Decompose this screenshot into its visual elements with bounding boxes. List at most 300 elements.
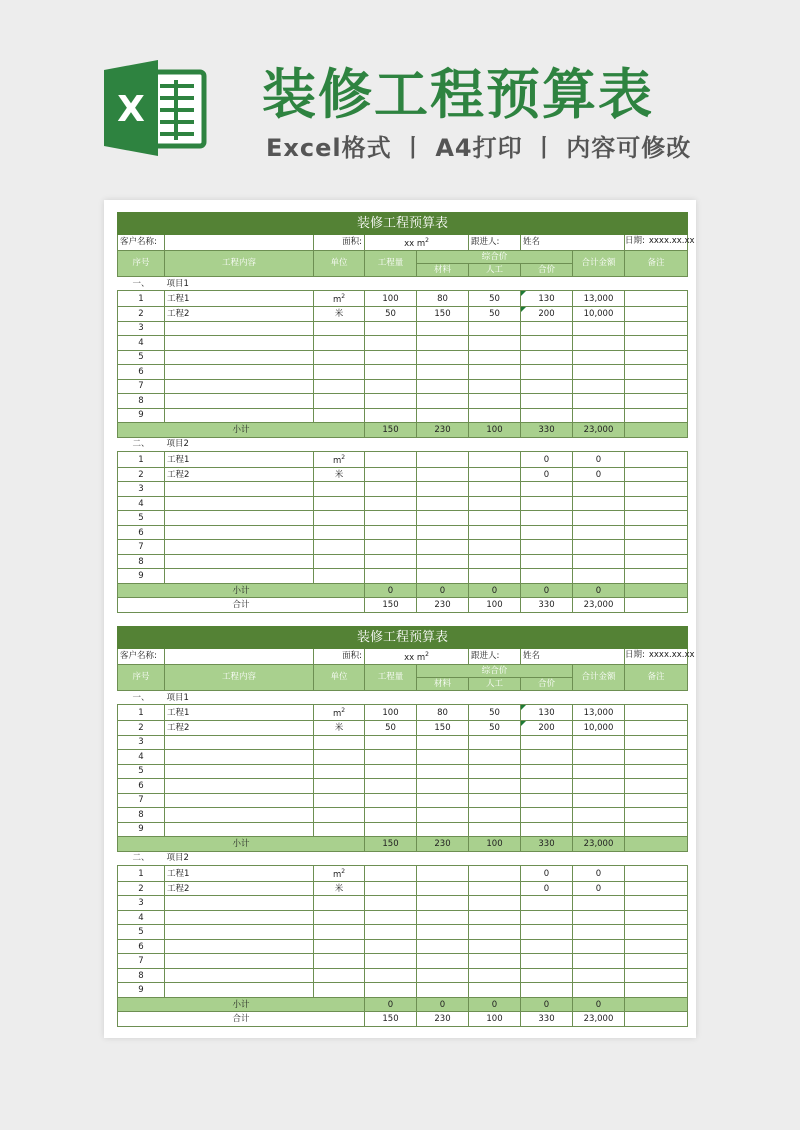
row-material[interactable] (417, 968, 469, 983)
row-material[interactable] (417, 365, 469, 380)
row-qty[interactable] (365, 350, 417, 365)
row-seq: 6 (118, 365, 165, 380)
follow-value[interactable]: 姓名 (521, 235, 625, 251)
row-qty[interactable] (365, 525, 417, 540)
row-material[interactable] (417, 750, 469, 765)
row-note[interactable] (625, 482, 688, 497)
row-labor[interactable] (469, 350, 521, 365)
row-qty[interactable] (365, 735, 417, 750)
row-note[interactable] (625, 721, 688, 736)
row-unit[interactable] (314, 540, 365, 555)
row-total (573, 496, 625, 511)
subtotal-qty: 0 (365, 997, 417, 1012)
row-material[interactable] (417, 321, 469, 336)
row-labor[interactable] (469, 925, 521, 940)
row-seq: 1 (118, 452, 165, 468)
row-content[interactable]: 工程2 (165, 307, 314, 322)
row-note[interactable] (625, 705, 688, 721)
row-unit[interactable]: 米 (314, 467, 365, 482)
subtotal-note (625, 423, 688, 438)
row-qty[interactable] (365, 866, 417, 882)
row-unit[interactable] (314, 511, 365, 526)
table-row (118, 452, 688, 468)
row-content[interactable] (165, 350, 314, 365)
row-material[interactable] (417, 808, 469, 823)
row-unit[interactable]: 米 (314, 881, 365, 896)
row-content[interactable] (165, 496, 314, 511)
row-material[interactable] (417, 482, 469, 497)
table-row (118, 511, 688, 526)
row-content[interactable]: 工程1 (165, 705, 314, 721)
row-qty[interactable]: 100 (365, 705, 417, 721)
area-value[interactable]: xx $m^2$ (365, 649, 469, 665)
row-qty[interactable] (365, 822, 417, 837)
row-content[interactable] (165, 910, 314, 925)
row-unit[interactable] (314, 983, 365, 998)
row-material[interactable]: 150 (417, 721, 469, 736)
row-labor[interactable] (469, 954, 521, 969)
row-note[interactable] (625, 764, 688, 779)
table-row (118, 540, 688, 555)
row-content[interactable] (165, 968, 314, 983)
row-unit[interactable] (314, 554, 365, 569)
row-labor[interactable] (469, 511, 521, 526)
row-note[interactable] (625, 408, 688, 423)
row-total: 0 (573, 866, 625, 882)
row-content[interactable] (165, 511, 314, 526)
row-qty[interactable] (365, 808, 417, 823)
row-material[interactable] (417, 496, 469, 511)
row-price (521, 336, 573, 351)
row-unit[interactable] (314, 321, 365, 336)
row-price (521, 793, 573, 808)
row-material[interactable] (417, 408, 469, 423)
table-row (118, 910, 688, 925)
row-labor[interactable] (469, 496, 521, 511)
table-row (118, 408, 688, 423)
row-unit[interactable] (314, 925, 365, 940)
row-qty[interactable] (365, 467, 417, 482)
subtotal-material: 0 (417, 583, 469, 598)
row-price (521, 910, 573, 925)
row-material[interactable] (417, 910, 469, 925)
row-note[interactable] (625, 379, 688, 394)
row-content[interactable] (165, 540, 314, 555)
row-material[interactable] (417, 925, 469, 940)
row-note[interactable] (625, 467, 688, 482)
row-note[interactable] (625, 350, 688, 365)
row-material[interactable] (417, 735, 469, 750)
row-note[interactable] (625, 554, 688, 569)
row-content[interactable] (165, 408, 314, 423)
row-total: 10,000 (573, 721, 625, 736)
row-content[interactable] (165, 336, 314, 351)
row-note[interactable] (625, 307, 688, 322)
row-note[interactable] (625, 452, 688, 468)
row-price: 0 (521, 467, 573, 482)
date-cell (625, 649, 695, 665)
row-qty[interactable] (365, 554, 417, 569)
row-note[interactable] (625, 569, 688, 584)
row-qty[interactable]: 50 (365, 721, 417, 736)
row-unit[interactable] (314, 822, 365, 837)
row-unit[interactable]: $m^2$ (314, 452, 365, 468)
grand-total-qty: 150 (365, 1012, 417, 1027)
row-labor[interactable] (469, 554, 521, 569)
col-note-header: 备注 (625, 664, 688, 690)
row-qty[interactable] (365, 336, 417, 351)
customer-value[interactable] (165, 235, 314, 251)
row-content[interactable]: 工程1 (165, 452, 314, 468)
row-content[interactable] (165, 569, 314, 584)
row-content[interactable] (165, 896, 314, 911)
row-qty[interactable] (365, 750, 417, 765)
row-labor[interactable] (469, 569, 521, 584)
row-material[interactable] (417, 939, 469, 954)
row-seq: 2 (118, 467, 165, 482)
row-unit[interactable] (314, 569, 365, 584)
row-labor[interactable] (469, 896, 521, 911)
row-labor[interactable] (469, 394, 521, 409)
row-material[interactable]: 150 (417, 307, 469, 322)
row-unit[interactable] (314, 896, 365, 911)
row-labor[interactable] (469, 822, 521, 837)
row-content[interactable] (165, 808, 314, 823)
row-unit[interactable] (314, 379, 365, 394)
row-price (521, 511, 573, 526)
row-material[interactable] (417, 793, 469, 808)
row-content[interactable] (165, 779, 314, 794)
row-labor[interactable] (469, 764, 521, 779)
col-labor-header: 人工 (469, 677, 521, 690)
grand-total-total: 23,000 (573, 1012, 625, 1027)
row-material[interactable] (417, 822, 469, 837)
row-content[interactable] (165, 750, 314, 765)
row-note[interactable] (625, 954, 688, 969)
row-labor[interactable] (469, 525, 521, 540)
row-labor[interactable] (469, 881, 521, 896)
section-filler (314, 437, 688, 452)
row-note[interactable] (625, 822, 688, 837)
subtotal-total: 23,000 (573, 423, 625, 438)
row-unit[interactable] (314, 365, 365, 380)
row-note[interactable] (625, 896, 688, 911)
row-labor[interactable] (469, 750, 521, 765)
row-labor[interactable] (469, 866, 521, 882)
row-qty[interactable] (365, 496, 417, 511)
row-qty[interactable] (365, 482, 417, 497)
row-qty[interactable] (365, 365, 417, 380)
row-price (521, 569, 573, 584)
area-value[interactable]: xx $m^2$ (365, 235, 469, 251)
row-note[interactable] (625, 866, 688, 882)
row-seq: 5 (118, 511, 165, 526)
row-content[interactable] (165, 793, 314, 808)
info-row (118, 649, 688, 665)
row-labor[interactable]: 50 (469, 291, 521, 307)
row-content[interactable]: 工程1 (165, 291, 314, 307)
row-note[interactable] (625, 394, 688, 409)
table-row (118, 793, 688, 808)
row-unit[interactable]: $m^2$ (314, 705, 365, 721)
section-filler (314, 851, 688, 866)
row-material[interactable]: 80 (417, 705, 469, 721)
row-labor[interactable]: 50 (469, 721, 521, 736)
row-material[interactable] (417, 569, 469, 584)
grand-total-labor: 100 (469, 1012, 521, 1027)
row-unit[interactable] (314, 954, 365, 969)
row-unit[interactable] (314, 779, 365, 794)
subtotal-material: 230 (417, 837, 469, 852)
grand-total-price: 330 (521, 1012, 573, 1027)
row-content[interactable]: 工程2 (165, 881, 314, 896)
row-material[interactable] (417, 350, 469, 365)
row-qty[interactable]: 50 (365, 307, 417, 322)
row-labor[interactable] (469, 452, 521, 468)
row-price (521, 764, 573, 779)
row-labor[interactable] (469, 336, 521, 351)
row-material[interactable] (417, 336, 469, 351)
row-qty[interactable] (365, 408, 417, 423)
row-content[interactable] (165, 822, 314, 837)
row-note[interactable] (625, 735, 688, 750)
section-header-row (118, 437, 688, 452)
row-note[interactable] (625, 496, 688, 511)
row-material[interactable] (417, 866, 469, 882)
row-note[interactable] (625, 540, 688, 555)
row-note[interactable] (625, 525, 688, 540)
row-content[interactable] (165, 939, 314, 954)
row-price (521, 540, 573, 555)
row-content[interactable]: 工程2 (165, 721, 314, 736)
row-labor[interactable] (469, 968, 521, 983)
row-note[interactable] (625, 910, 688, 925)
row-qty[interactable] (365, 968, 417, 983)
row-labor[interactable] (469, 910, 521, 925)
row-note[interactable] (625, 968, 688, 983)
follow-value[interactable]: 姓名 (521, 649, 625, 665)
row-unit[interactable] (314, 735, 365, 750)
row-unit[interactable] (314, 496, 365, 511)
row-labor[interactable] (469, 365, 521, 380)
grand-total-total: 23,000 (573, 598, 625, 613)
row-material[interactable] (417, 954, 469, 969)
row-labor[interactable]: 50 (469, 705, 521, 721)
row-qty[interactable] (365, 896, 417, 911)
row-total: 10,000 (573, 307, 625, 322)
row-unit[interactable] (314, 394, 365, 409)
row-material[interactable] (417, 467, 469, 482)
row-qty[interactable] (365, 779, 417, 794)
row-seq: 7 (118, 793, 165, 808)
row-unit[interactable] (314, 968, 365, 983)
row-unit[interactable]: 米 (314, 721, 365, 736)
row-material[interactable] (417, 983, 469, 998)
row-content[interactable] (165, 482, 314, 497)
row-price (521, 379, 573, 394)
col-content-header: 工程内容 (165, 250, 314, 276)
row-content[interactable] (165, 365, 314, 380)
row-note[interactable] (625, 336, 688, 351)
row-note[interactable] (625, 808, 688, 823)
row-material[interactable] (417, 779, 469, 794)
row-content[interactable] (165, 379, 314, 394)
row-material[interactable] (417, 881, 469, 896)
row-seq: 8 (118, 808, 165, 823)
row-note[interactable] (625, 321, 688, 336)
section-number: 二、 (118, 437, 165, 452)
table-row (118, 394, 688, 409)
row-material[interactable] (417, 394, 469, 409)
row-unit[interactable] (314, 336, 365, 351)
row-unit[interactable] (314, 808, 365, 823)
row-content[interactable]: 工程2 (165, 467, 314, 482)
row-labor[interactable] (469, 793, 521, 808)
row-qty[interactable] (365, 379, 417, 394)
row-total (573, 735, 625, 750)
row-unit[interactable] (314, 764, 365, 779)
row-labor[interactable] (469, 735, 521, 750)
grand-total-price: 330 (521, 598, 573, 613)
row-unit[interactable] (314, 750, 365, 765)
row-qty[interactable] (365, 511, 417, 526)
row-labor[interactable]: 50 (469, 307, 521, 322)
row-labor[interactable] (469, 808, 521, 823)
row-material[interactable] (417, 379, 469, 394)
table-row (118, 983, 688, 998)
row-labor[interactable] (469, 983, 521, 998)
row-seq: 2 (118, 307, 165, 322)
table-row (118, 321, 688, 336)
row-material[interactable] (417, 540, 469, 555)
row-labor[interactable] (469, 379, 521, 394)
row-note[interactable] (625, 750, 688, 765)
row-labor[interactable] (469, 482, 521, 497)
row-unit[interactable] (314, 793, 365, 808)
row-note[interactable] (625, 793, 688, 808)
row-qty[interactable] (365, 954, 417, 969)
row-content[interactable] (165, 394, 314, 409)
row-qty[interactable] (365, 394, 417, 409)
row-unit[interactable] (314, 350, 365, 365)
row-qty[interactable] (365, 452, 417, 468)
excel-logo-icon (100, 58, 208, 158)
row-note[interactable] (625, 939, 688, 954)
row-total (573, 408, 625, 423)
row-material[interactable] (417, 554, 469, 569)
row-content[interactable] (165, 525, 314, 540)
row-note[interactable] (625, 511, 688, 526)
row-content[interactable]: 工程1 (165, 866, 314, 882)
row-qty[interactable] (365, 881, 417, 896)
row-unit[interactable] (314, 482, 365, 497)
date-cell (625, 235, 695, 251)
row-unit[interactable]: $m^2$ (314, 291, 365, 307)
row-unit[interactable] (314, 408, 365, 423)
row-seq: 8 (118, 554, 165, 569)
row-content[interactable] (165, 321, 314, 336)
row-qty[interactable] (365, 569, 417, 584)
row-material[interactable] (417, 764, 469, 779)
customer-value[interactable] (165, 649, 314, 665)
row-unit[interactable] (314, 525, 365, 540)
row-labor[interactable] (469, 408, 521, 423)
col-material-header: 材料 (417, 677, 469, 690)
table-row (118, 307, 688, 322)
row-unit[interactable]: $m^2$ (314, 866, 365, 882)
row-price (521, 939, 573, 954)
row-total (573, 925, 625, 940)
info-row (118, 235, 688, 251)
row-labor[interactable] (469, 321, 521, 336)
row-unit[interactable]: 米 (314, 307, 365, 322)
row-material[interactable] (417, 511, 469, 526)
row-material[interactable]: 80 (417, 291, 469, 307)
row-qty[interactable] (365, 939, 417, 954)
row-labor[interactable] (469, 467, 521, 482)
row-material[interactable] (417, 896, 469, 911)
row-content[interactable] (165, 735, 314, 750)
row-total (573, 896, 625, 911)
row-qty[interactable] (365, 321, 417, 336)
follow-label: 跟进人: (469, 235, 521, 251)
row-unit[interactable] (314, 939, 365, 954)
row-qty[interactable] (365, 925, 417, 940)
row-qty[interactable] (365, 983, 417, 998)
row-seq: 4 (118, 336, 165, 351)
row-qty[interactable] (365, 764, 417, 779)
row-price (521, 983, 573, 998)
col-seq-header: 序号 (118, 250, 165, 276)
row-labor[interactable] (469, 939, 521, 954)
row-seq: 4 (118, 496, 165, 511)
row-content[interactable] (165, 925, 314, 940)
row-content[interactable] (165, 764, 314, 779)
row-price (521, 350, 573, 365)
row-material[interactable] (417, 452, 469, 468)
row-material[interactable] (417, 525, 469, 540)
area-label: 面积: (314, 649, 365, 665)
table-row (118, 721, 688, 736)
row-note[interactable] (625, 365, 688, 380)
row-qty[interactable] (365, 910, 417, 925)
column-header-row (118, 250, 688, 263)
page-subtitle: Excel格式 丨 A4打印 丨 内容可修改 (266, 134, 692, 162)
row-total: 0 (573, 452, 625, 468)
row-content[interactable] (165, 983, 314, 998)
row-labor[interactable] (469, 540, 521, 555)
row-content[interactable] (165, 954, 314, 969)
row-price (521, 482, 573, 497)
row-labor[interactable] (469, 779, 521, 794)
page-header (0, 0, 800, 200)
col-combined-header: 综合价 (417, 664, 573, 677)
row-note[interactable] (625, 291, 688, 307)
row-unit[interactable] (314, 910, 365, 925)
row-content[interactable] (165, 554, 314, 569)
excel-logo-letter: X (117, 89, 145, 130)
row-qty[interactable]: 100 (365, 291, 417, 307)
row-note[interactable] (625, 925, 688, 940)
table-row (118, 467, 688, 482)
row-qty[interactable] (365, 793, 417, 808)
row-qty[interactable] (365, 540, 417, 555)
row-note[interactable] (625, 881, 688, 896)
row-seq: 3 (118, 482, 165, 497)
row-note[interactable] (625, 779, 688, 794)
follow-label: 跟进人: (469, 649, 521, 665)
row-note[interactable] (625, 983, 688, 998)
